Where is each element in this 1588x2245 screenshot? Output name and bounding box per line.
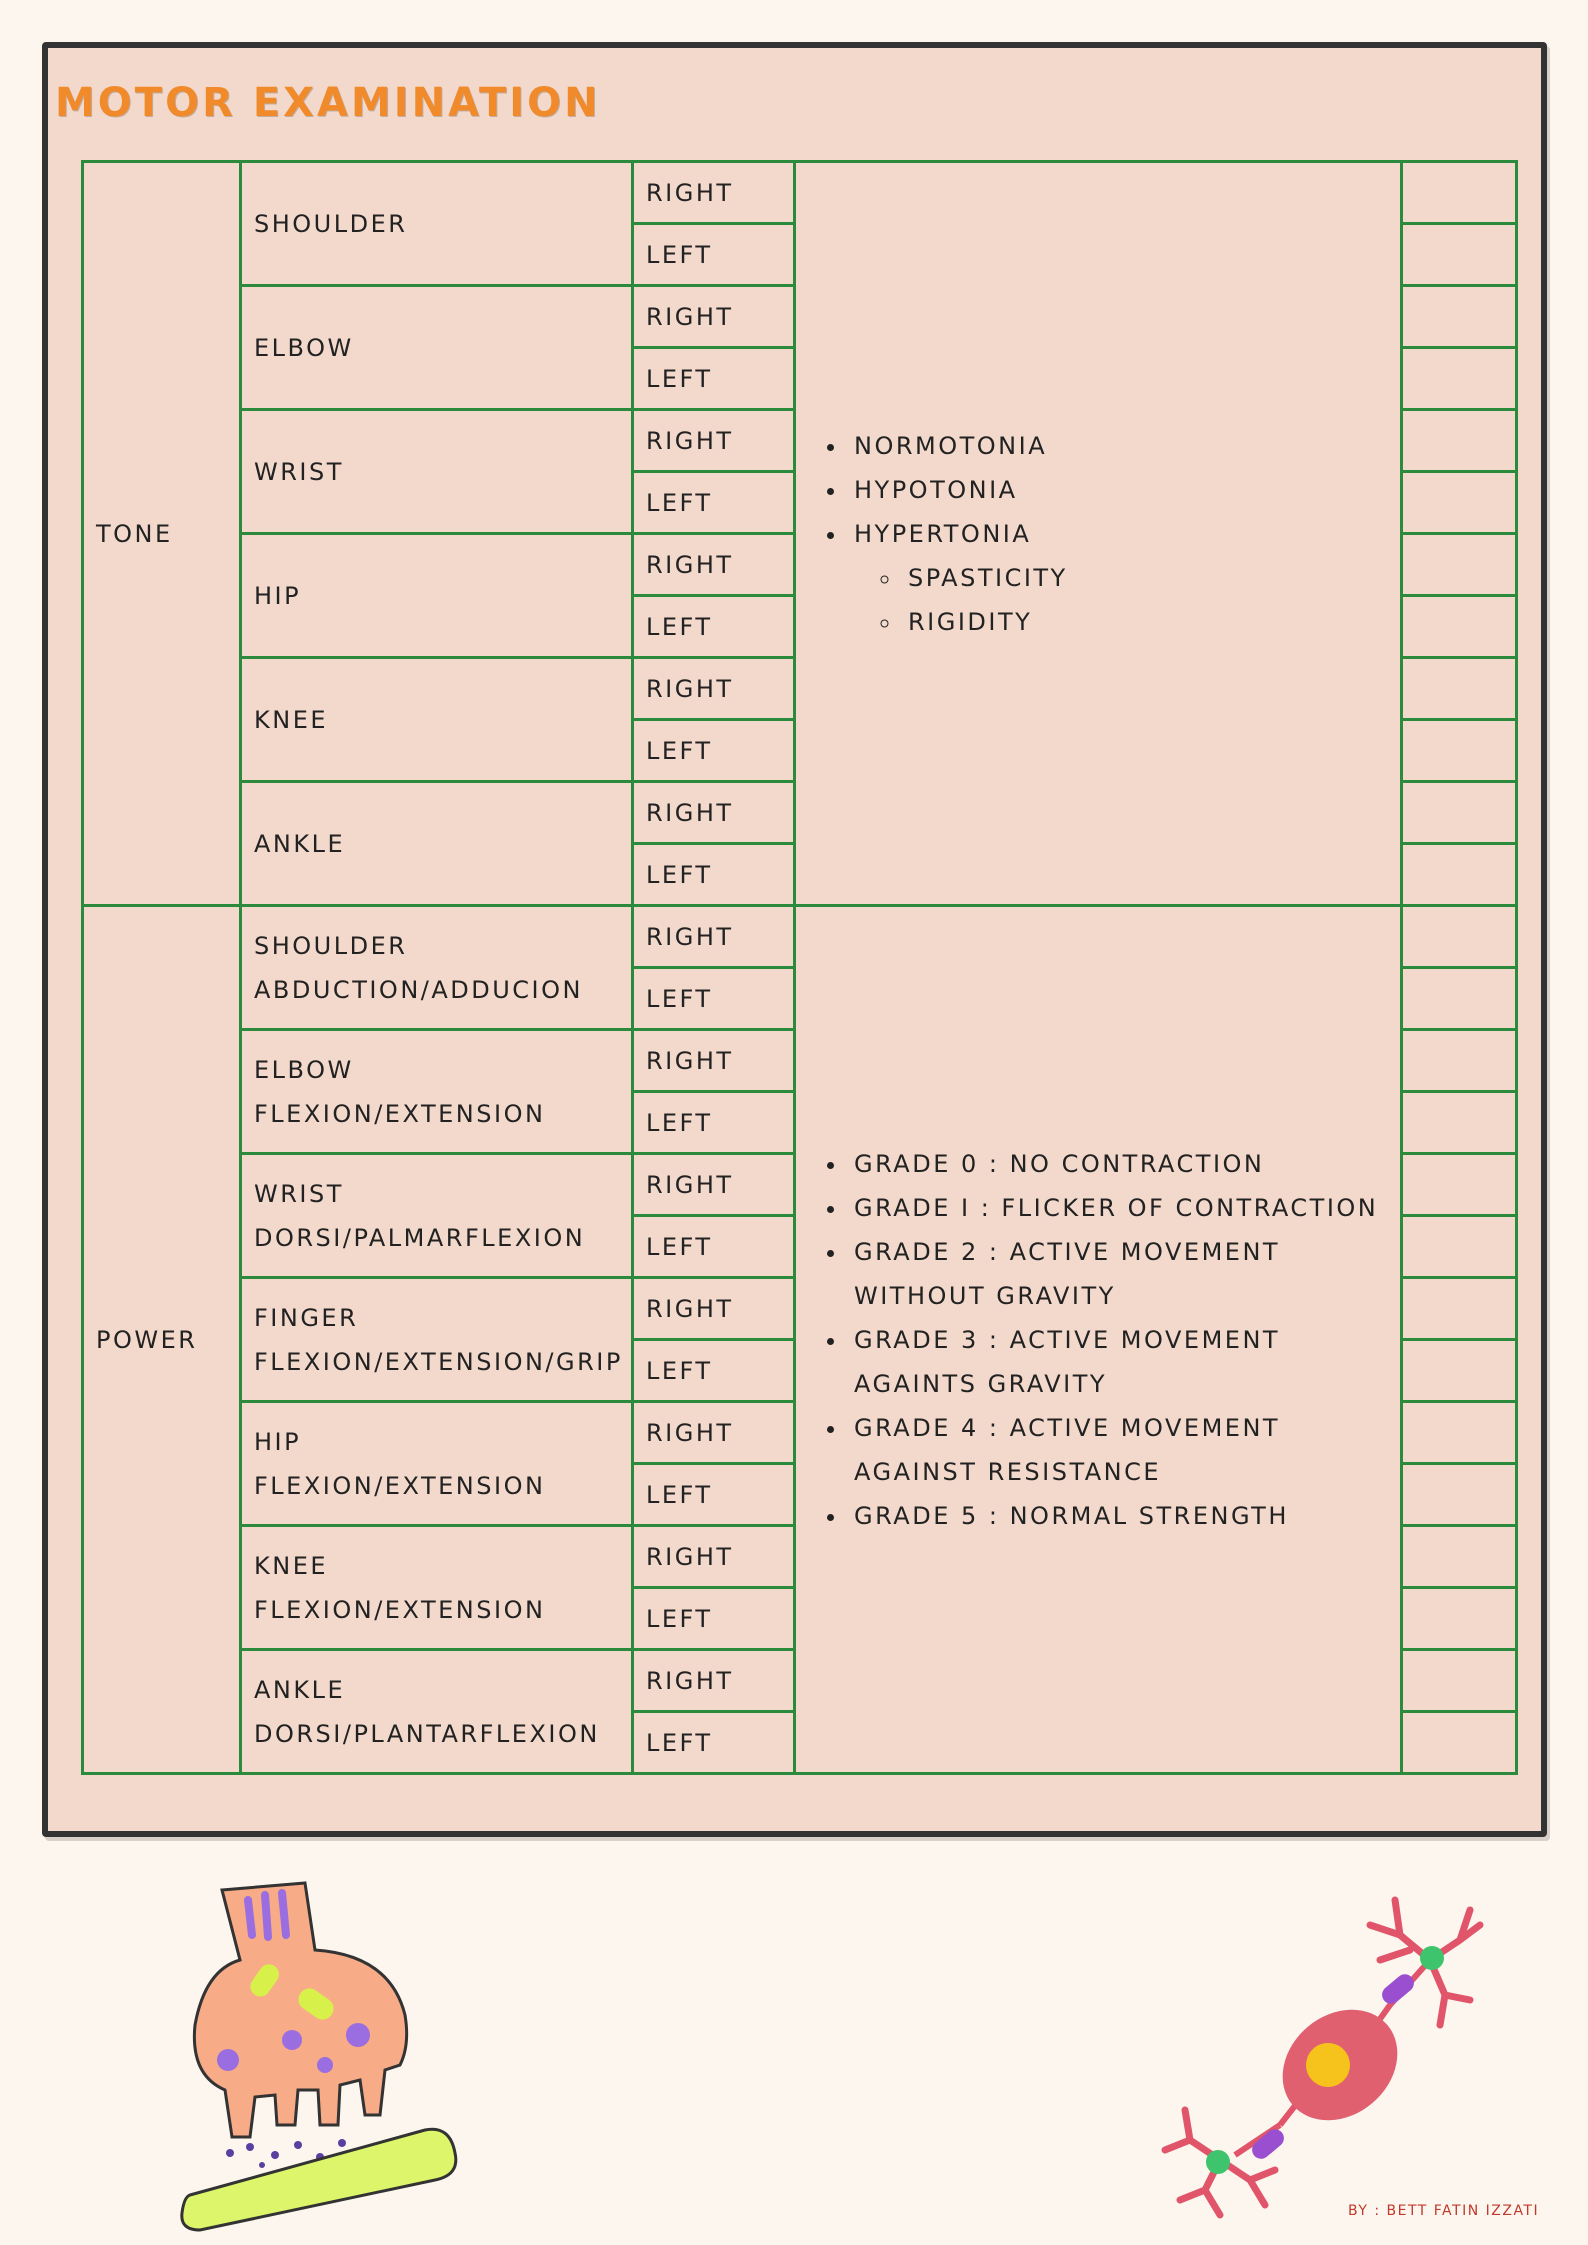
answer-cell[interactable] — [1402, 534, 1517, 596]
grade-line: • GRADE 4 : ACTIVE MOVEMENT — [854, 1413, 1281, 1442]
joint-cell — [241, 1030, 633, 1154]
grade-item — [848, 1230, 1388, 1318]
joint-line: ANKLE — [254, 1675, 346, 1704]
answer-cell[interactable] — [1402, 472, 1517, 534]
tone-option-text: NORMOTONIA — [854, 431, 1048, 460]
joint-line: SHOULDER — [254, 931, 408, 960]
power-grades-cell — [795, 906, 1402, 1774]
joint-cell: ELBOW — [241, 286, 633, 410]
joint-cell: SHOULDER — [241, 162, 633, 286]
side-left-cell: LEFT — [633, 1216, 795, 1278]
answer-cell[interactable] — [1402, 844, 1517, 906]
joint-line: FLEXION/EXTENSION/GRIP — [254, 1347, 623, 1376]
side-left-cell: LEFT — [633, 1464, 795, 1526]
answer-cell[interactable] — [1402, 1340, 1517, 1402]
joint-cell — [241, 906, 633, 1030]
joint-line: FLEXION/EXTENSION — [254, 1595, 546, 1624]
joint-cell: WRIST — [241, 410, 633, 534]
tone-option — [848, 512, 1388, 644]
grade-line: • GRADE 5 : NORMAL STRENGTH — [854, 1501, 1289, 1530]
side-left-cell: LEFT — [633, 348, 795, 410]
side-right-cell: RIGHT — [633, 1650, 795, 1712]
side-right-cell: RIGHT — [633, 1278, 795, 1340]
answer-cell[interactable] — [1402, 1030, 1517, 1092]
side-left-cell: LEFT — [633, 968, 795, 1030]
side-right-cell: RIGHT — [633, 1526, 795, 1588]
grade-item — [848, 1318, 1388, 1406]
answer-cell[interactable] — [1402, 906, 1517, 968]
power-grades-list — [808, 1142, 1388, 1538]
tone-option-text: HYPERTONIA — [854, 519, 1032, 548]
section-tone-label: TONE — [83, 162, 241, 906]
answer-cell[interactable] — [1402, 1712, 1517, 1774]
tone-sub-option: ◦ RIGIDITY — [902, 600, 1388, 644]
side-right-cell: RIGHT — [633, 410, 795, 472]
tone-option — [848, 424, 1388, 468]
answer-cell[interactable] — [1402, 1216, 1517, 1278]
answer-cell[interactable] — [1402, 596, 1517, 658]
side-right-cell: RIGHT — [633, 162, 795, 224]
side-left-cell: LEFT — [633, 472, 795, 534]
neuron-illustration-icon — [1150, 1880, 1500, 2220]
answer-cell[interactable] — [1402, 162, 1517, 224]
answer-cell[interactable] — [1402, 348, 1517, 410]
synapse-illustration-icon — [170, 1875, 470, 2235]
answer-cell[interactable] — [1402, 1154, 1517, 1216]
joint-line: ELBOW — [254, 1055, 354, 1084]
joint-cell: ANKLE — [241, 782, 633, 906]
motor-exam-table — [81, 160, 1518, 1775]
side-right-cell: RIGHT — [633, 658, 795, 720]
joint-cell — [241, 1154, 633, 1278]
side-right-cell: RIGHT — [633, 906, 795, 968]
answer-cell[interactable] — [1402, 1588, 1517, 1650]
answer-cell[interactable] — [1402, 1526, 1517, 1588]
grade-item — [848, 1494, 1388, 1538]
joint-cell: HIP — [241, 534, 633, 658]
joint-cell — [241, 1402, 633, 1526]
grade-line: AGAINST RESISTANCE — [854, 1457, 1162, 1486]
joint-line: ABDUCTION/ADDUCION — [254, 975, 583, 1004]
grade-line: • GRADE 0 : NO CONTRACTION — [854, 1149, 1265, 1178]
grade-line: WITHOUT GRAVITY — [854, 1281, 1116, 1310]
answer-cell[interactable] — [1402, 1464, 1517, 1526]
joint-line: WRIST — [254, 1179, 344, 1208]
side-left-cell: LEFT — [633, 224, 795, 286]
side-right-cell: RIGHT — [633, 1154, 795, 1216]
answer-cell[interactable] — [1402, 1402, 1517, 1464]
answer-cell[interactable] — [1402, 782, 1517, 844]
joint-line: FLEXION/EXTENSION — [254, 1099, 546, 1128]
tone-sub-options — [854, 556, 1388, 644]
tone-sub-option: ◦ SPASTICITY — [902, 556, 1388, 600]
tone-option-text: HYPOTONIA — [854, 475, 1018, 504]
side-right-cell: RIGHT — [633, 1402, 795, 1464]
side-left-cell: LEFT — [633, 1340, 795, 1402]
joint-cell — [241, 1278, 633, 1402]
side-right-cell: RIGHT — [633, 1030, 795, 1092]
grade-item — [848, 1186, 1388, 1230]
side-left-cell: LEFT — [633, 1712, 795, 1774]
joint-cell — [241, 1526, 633, 1650]
answer-cell[interactable] — [1402, 720, 1517, 782]
side-right-cell: RIGHT — [633, 534, 795, 596]
section-power-label: POWER — [83, 906, 241, 1774]
grade-line: • GRADE 3 : ACTIVE MOVEMENT — [854, 1325, 1281, 1354]
joint-line: DORSI/PALMARFLEXION — [254, 1223, 586, 1252]
joint-cell: KNEE — [241, 658, 633, 782]
side-left-cell: LEFT — [633, 720, 795, 782]
joint-line: FINGER — [254, 1303, 359, 1332]
side-right-cell: RIGHT — [633, 782, 795, 844]
tone-options-list — [808, 424, 1388, 644]
answer-cell[interactable] — [1402, 1092, 1517, 1154]
answer-cell[interactable] — [1402, 1278, 1517, 1340]
side-left-cell: LEFT — [633, 1588, 795, 1650]
answer-cell[interactable] — [1402, 410, 1517, 472]
joint-line: KNEE — [254, 1551, 329, 1580]
answer-cell[interactable] — [1402, 658, 1517, 720]
grade-line: • GRADE I : FLICKER OF CONTRACTION — [854, 1193, 1379, 1222]
answer-cell[interactable] — [1402, 224, 1517, 286]
grade-line: • GRADE 2 : ACTIVE MOVEMENT — [854, 1237, 1281, 1266]
table-row — [83, 906, 1517, 968]
grade-item — [848, 1406, 1388, 1494]
side-left-cell: LEFT — [633, 596, 795, 658]
side-left-cell: LEFT — [633, 1092, 795, 1154]
tone-option — [848, 468, 1388, 512]
grade-item — [848, 1142, 1388, 1186]
side-left-cell: LEFT — [633, 844, 795, 906]
side-right-cell: RIGHT — [633, 286, 795, 348]
page-title: MOTOR EXAMINATION — [55, 80, 601, 126]
joint-line: FLEXION/EXTENSION — [254, 1471, 546, 1500]
joint-line: DORSI/PLANTARFLEXION — [254, 1719, 600, 1748]
credit-text: BY : BETT FATIN IZZATI — [1348, 2203, 1540, 2219]
answer-cell[interactable] — [1402, 968, 1517, 1030]
joint-cell — [241, 1650, 633, 1774]
joint-line: HIP — [254, 1427, 302, 1456]
answer-cell[interactable] — [1402, 1650, 1517, 1712]
tone-options-cell — [795, 162, 1402, 906]
grade-line: AGAINTS GRAVITY — [854, 1369, 1108, 1398]
table-row — [83, 162, 1517, 224]
answer-cell[interactable] — [1402, 286, 1517, 348]
